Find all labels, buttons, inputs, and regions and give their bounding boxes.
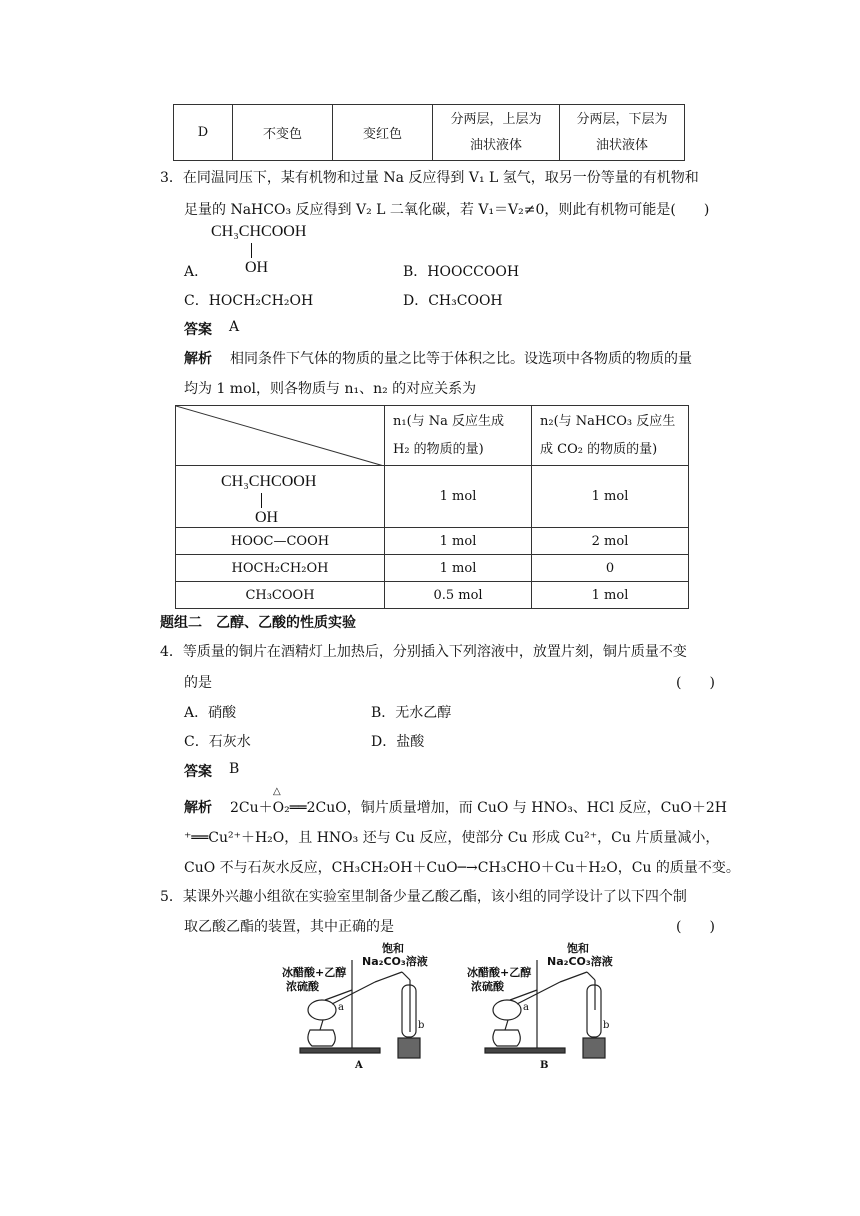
header-diagonal-cell (176, 406, 385, 466)
cell-d-c1: 不变色 (233, 105, 333, 161)
q4-option-b: B．无水乙醇 (371, 705, 452, 721)
q4-option-c: C．石灰水 (184, 734, 251, 750)
cell-d-c2: 变红色 (333, 105, 433, 161)
cell-d-label: D (174, 105, 233, 161)
q4-answer-label: 答案 (184, 764, 212, 780)
table-row (176, 466, 689, 528)
cell-d-c3a: 分两层，上层为 (450, 111, 542, 127)
q4-analysis2: ⁺══Cu²⁺＋H₂O，且 HNO₃ 还与 Cu 反应，使部分 Cu 形成 Cu²⁺，Cu 片质量减小， (184, 830, 720, 846)
table-row (176, 528, 689, 555)
q5-line2: 取乙酸乙酯的装置，其中正确的是 (184, 919, 394, 935)
structure-bottom: OH (245, 259, 269, 276)
row4-n2: 1 mol (532, 582, 689, 609)
q4-answer: B (229, 761, 240, 777)
fig-a-a: a (338, 1002, 344, 1013)
table-n1-n2 (175, 405, 689, 609)
q5-line1: 5．某课外兴趣小组欲在实验室里制备少量乙酸乙酯，该小组的同学设计了以下四个制 (160, 889, 687, 905)
table-row (176, 555, 689, 582)
structure-top: CH₃CHCOOH (211, 223, 307, 240)
fig-a-label2: 浓硫酸 (286, 980, 319, 993)
header-n2b: 成 CO₂ 的物质的量) (540, 441, 658, 457)
q3-answer: A (229, 319, 240, 335)
fig-a-top1: 饱和 (382, 942, 404, 955)
q4-line2: 的是 (184, 675, 212, 691)
row1-structure-bond (261, 493, 262, 508)
fig-b-top2: Na₂CO₃溶液 (547, 955, 613, 968)
row4-name: CH₃COOH (176, 582, 385, 609)
q3-line1: 3．在同温同压下，某有机物和过量 Na 反应得到 V₁ L 氢气，取另一份等量的有机物和 (160, 170, 699, 186)
q3-option-a: A． (184, 264, 209, 280)
fig-a-b: b (418, 1020, 425, 1031)
group2-title: 题组二 乙醇、乙酸的性质实验 (160, 615, 356, 631)
fig-a-label1: 冰醋酸+乙醇 (282, 966, 347, 979)
row1-structure-top: CH₃CHCOOH (221, 473, 317, 490)
q3-analysis2: 均为 1 mol，则各物质与 n₁、n₂ 的对应关系为 (184, 381, 477, 397)
q4-option-d: D．盐酸 (371, 734, 425, 750)
diagonal-line (176, 406, 384, 466)
fig-b-a: a (523, 1002, 529, 1013)
fig-b-caption: B (540, 1060, 549, 1071)
row1-n2: 1 mol (532, 466, 689, 528)
row3-n2: 0 (532, 555, 689, 582)
header-n1b: H₂ 的物质的量) (393, 441, 484, 457)
fig-b-label2: 浓硫酸 (471, 980, 504, 993)
cell-d-c4a: 分两层，下层为 (576, 111, 668, 127)
row1-structure-bottom: OH (255, 509, 279, 526)
q3-line2: 足量的 NaHCO₃ 反应得到 V₂ L 二氧化碳，若 V₁＝V₂≠0，则此有机物可能是( ) (184, 202, 710, 218)
table-option-d (173, 104, 685, 161)
fig-b-top1: 饱和 (567, 942, 589, 955)
row1-structure (176, 466, 385, 528)
fig-b-label1: 冰醋酸+乙醇 (467, 966, 532, 979)
delta-symbol: △ (273, 786, 281, 797)
cell-d-c4b: 油状液体 (595, 137, 648, 153)
row2-n1: 1 mol (385, 528, 532, 555)
fig-a-caption: A (355, 1060, 363, 1071)
q4-line1: 4．等质量的铜片在酒精灯上加热后，分别插入下列溶液中，放置片刻，铜片质量不变 (160, 644, 687, 660)
q4-paren: ( ) (676, 675, 715, 691)
q3-option-b: B．HOOCCOOH (403, 264, 520, 280)
header-n1a: n₁(与 Na 反应生成 (393, 413, 505, 429)
q3-analysis-label: 解析 (184, 351, 212, 367)
q4-option-a: A．硝酸 (184, 705, 237, 721)
row2-name: HOOC—COOH (176, 528, 385, 555)
row3-n1: 1 mol (385, 555, 532, 582)
row3-name: HOCH₂CH₂OH (176, 555, 385, 582)
row4-n1: 0.5 mol (385, 582, 532, 609)
q3-option-d: D．CH₃COOH (403, 293, 503, 309)
cell-d-c4 (560, 105, 685, 161)
fig-a-top2: Na₂CO₃溶液 (362, 955, 428, 968)
fig-b-b: b (603, 1020, 610, 1031)
row2-n2: 2 mol (532, 528, 689, 555)
q4-analysis-label: 解析 (184, 800, 212, 816)
header-n2 (532, 406, 689, 466)
table-row (176, 582, 689, 609)
cell-d-c3 (433, 105, 560, 161)
q4-analysis3: CuO 不与石灰水反应，CH₃CH₂OH＋CuO─→CH₃CHO＋Cu＋H₂O，Cu 的质量不变。 (184, 860, 740, 876)
q3-option-c: C．HOCH₂CH₂OH (184, 293, 314, 309)
cell-d-c3b: 油状液体 (469, 137, 522, 153)
row1-n1: 1 mol (385, 466, 532, 528)
apparatus-figure-a (280, 940, 440, 1075)
apparatus-figure-b (465, 940, 625, 1075)
header-n1 (385, 406, 532, 466)
header-n2a: n₂(与 NaHCO₃ 反应生 (540, 413, 676, 429)
q3-analysis1: 相同条件下气体的物质的量之比等于体积之比。设选项中各物质的物质的量 (230, 351, 692, 367)
q3-answer-label: 答案 (184, 322, 212, 338)
structure-bond (251, 243, 252, 258)
q4-analysis1: 2Cu＋O₂══2CuO，铜片质量增加，而 CuO 与 HNO₃、HCl 反应，CuO＋2H (230, 800, 727, 816)
q5-paren: ( ) (676, 919, 715, 935)
